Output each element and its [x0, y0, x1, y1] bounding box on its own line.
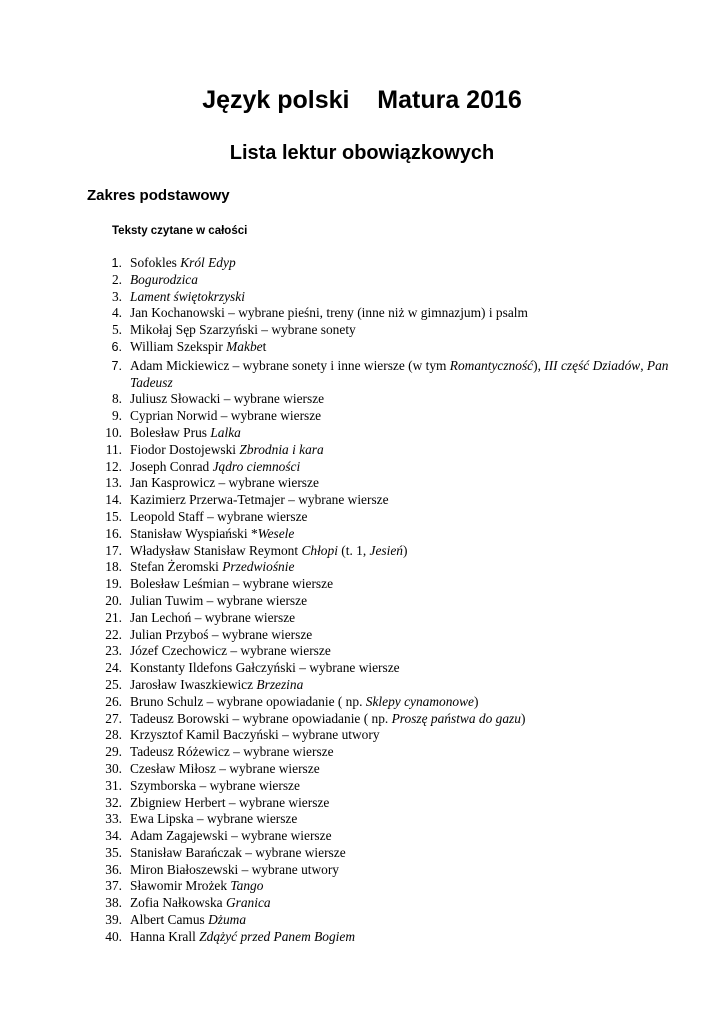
list-item-number: 40.	[105, 928, 122, 944]
list-item-title: Bogurodzica	[130, 271, 198, 287]
list-item	[0, 811, 670, 828]
list-item-text: Mikołaj Sęp Szarzyński – wybrane sonety	[130, 322, 356, 338]
list-item-title: Proszę państwa do gazu	[391, 710, 521, 726]
list-item	[0, 289, 670, 306]
list-item	[0, 929, 670, 946]
list-item	[0, 627, 670, 644]
list-item	[0, 778, 670, 795]
list-item-number: 38.	[105, 895, 122, 911]
list-item-number: 4.	[111, 305, 122, 321]
list-item-text: Czesław Miłosz – wybrane wiersze	[130, 760, 320, 776]
list-item-text: )	[473, 693, 479, 709]
list-item-number: 37.	[105, 878, 122, 894]
list-item-text: (t. 1,	[337, 542, 370, 558]
list-item	[0, 425, 670, 442]
list-item-title: Dżuma	[208, 912, 247, 928]
list-item-number: 12.	[105, 458, 122, 474]
list-item-title: Lament świętokrzyski	[130, 288, 245, 304]
list-item-text: Władysław Stanisław Reymont	[130, 542, 302, 558]
list-item-title: Tango	[230, 878, 264, 894]
list-item-title: III część Dziadów	[544, 357, 641, 373]
list-item-number: 26.	[105, 693, 122, 709]
list-item-text: Jan Kasprowicz – wybrane wiersze	[130, 475, 319, 491]
list-item-number: 22.	[105, 626, 122, 642]
list-item-number: 8.	[111, 391, 122, 407]
list-item	[0, 711, 670, 728]
list-item-title: Jądro ciemności	[212, 458, 301, 474]
list-item-text: Cyprian Norwid – wybrane wiersze	[130, 408, 322, 424]
list-item-number: 15.	[105, 508, 122, 524]
list-item-text: Jan Kochanowski – wybrane pieśni, treny (inne niż w gimnazjum) i psalm	[130, 305, 528, 321]
list-item	[0, 272, 670, 289]
document-title: Język polski Matura 2016	[202, 86, 522, 114]
list-item	[0, 643, 670, 660]
list-item	[0, 339, 670, 356]
list-item	[0, 895, 670, 912]
list-item-number: 24.	[105, 660, 122, 676]
list-item-text: Miron Białoszewski – wybrane utwory	[130, 861, 340, 877]
subsection-heading: Teksty czytane w całości	[112, 225, 248, 237]
list-item	[0, 408, 670, 425]
list-item-text: Adam Mickiewicz – wybrane sonety i inne wiersze (w tym	[130, 357, 450, 373]
list-item-text: Tadeusz Różewicz – wybrane wiersze	[130, 744, 334, 760]
list-item-title: Chłopi	[301, 542, 338, 558]
list-item-text: Ewa Lipska – wybrane wiersze	[130, 811, 298, 827]
list-item	[0, 576, 670, 593]
list-item	[0, 509, 670, 526]
list-item-title: Sklepy cynamonowe	[365, 693, 474, 709]
list-item	[0, 862, 670, 879]
list-item	[0, 610, 670, 627]
list-item-title: Jesień	[369, 542, 404, 558]
list-item-number: 30.	[105, 760, 122, 776]
list-item-text: ,	[640, 357, 647, 373]
list-item-text: Julian Przyboś – wybrane wiersze	[130, 626, 313, 642]
list-item	[0, 442, 670, 459]
list-item-text: Stanisław Barańczak – wybrane wiersze	[130, 844, 346, 860]
list-item-text: )	[403, 542, 408, 558]
list-item-text: Szymborska – wybrane wiersze	[130, 777, 300, 793]
list-item	[0, 761, 670, 778]
list-item	[0, 459, 670, 476]
list-item-number: 28.	[105, 727, 122, 743]
list-item	[0, 694, 670, 711]
list-item-title: Makbe	[226, 338, 263, 354]
list-item-number: 39.	[105, 912, 122, 928]
list-item	[0, 475, 670, 492]
list-item-text: Zofia Nałkowska	[130, 895, 226, 911]
list-item-title: Brzezina	[256, 676, 304, 692]
list-item-text: Fiodor Dostojewski	[130, 441, 240, 457]
list-item-title: Zbrodnia i kara	[239, 441, 324, 457]
list-item-number: 36.	[105, 861, 122, 877]
list-item-number: 31.	[105, 777, 122, 793]
list-item-text: Józef Czechowicz – wybrane wiersze	[130, 643, 331, 659]
list-item	[0, 912, 670, 929]
section-heading: Zakres podstawowy	[87, 187, 230, 204]
list-item-number: 1.	[111, 256, 122, 270]
list-item	[0, 660, 670, 677]
list-item	[0, 795, 670, 812]
list-item-number: 27.	[105, 710, 122, 726]
list-item-text: Sofokles	[130, 255, 181, 270]
list-item	[0, 526, 670, 543]
list-item	[0, 828, 670, 845]
list-item	[0, 677, 670, 694]
list-item-text: Kazimierz Przerwa-Tetmajer – wybrane wiersze	[130, 492, 389, 508]
list-item-text: Bolesław Prus	[130, 424, 211, 440]
list-item-number: 35.	[105, 844, 122, 860]
list-item-text: Joseph Conrad	[130, 458, 213, 474]
list-item	[0, 358, 670, 392]
list-item-title: Król Edyp	[180, 255, 236, 270]
list-item-text: Adam Zagajewski – wybrane wiersze	[130, 828, 332, 844]
list-item-text: ),	[533, 357, 545, 373]
list-item	[0, 559, 670, 576]
list-item-title: Zdążyć przed Panem Bogiem	[199, 928, 355, 944]
list-item-number: 33.	[105, 811, 122, 827]
list-item	[0, 878, 670, 895]
document-subtitle: Lista lektur obowiązkowych	[229, 142, 495, 164]
list-item-title: Przedwiośnie	[222, 559, 295, 575]
list-item-number: 20.	[105, 592, 122, 608]
list-item-number: 18.	[105, 559, 122, 575]
list-item-number: 19.	[105, 576, 122, 592]
list-item	[0, 845, 670, 862]
list-item-text: Sławomir Mrożek	[130, 878, 231, 894]
list-item-number: 13.	[105, 475, 122, 491]
list-item-title: Wesele	[257, 525, 295, 541]
list-item	[0, 744, 670, 761]
list-item	[0, 593, 670, 610]
list-item-number: 6.	[111, 339, 122, 354]
list-item-title: Lalka	[210, 424, 241, 440]
list-item-text: Leopold Staff – wybrane wiersze	[130, 508, 308, 524]
list-item-number: 32.	[105, 794, 122, 810]
list-item-title: Pan Tadeusz	[130, 357, 669, 390]
list-item-text: Tadeusz Borowski – wybrane opowiadanie ( np.	[130, 710, 392, 726]
list-item-title: Romantyczność	[449, 357, 534, 373]
list-item-text: Hanna Krall	[130, 928, 200, 944]
list-item-number: 29.	[105, 744, 122, 760]
list-item-number: 17.	[105, 542, 122, 558]
list-item-number: 5.	[111, 322, 122, 338]
list-item-number: 10.	[105, 424, 122, 440]
list-item-number: 7.	[111, 358, 122, 373]
list-item-number: 25.	[105, 676, 122, 692]
list-item-title: Granica	[225, 895, 271, 911]
list-item	[0, 322, 670, 339]
list-item-text: Jarosław Iwaszkiewicz	[130, 676, 257, 692]
list-item	[0, 305, 670, 322]
list-item	[0, 492, 670, 509]
list-item-text: Juliusz Słowacki – wybrane wiersze	[130, 391, 325, 407]
list-item	[0, 727, 670, 744]
list-item-text: Zbigniew Herbert – wybrane wiersze	[130, 794, 330, 810]
list-item-number: 9.	[111, 408, 122, 424]
list-item-text: Krzysztof Kamil Baczyński – wybrane utwory	[130, 727, 380, 743]
list-item-text: Jan Lechoń – wybrane wiersze	[130, 609, 296, 625]
list-item-number: 11.	[105, 441, 122, 457]
list-item-number: 14.	[105, 492, 122, 508]
list-item-text: Stanisław Wyspiański *	[130, 525, 258, 541]
list-item-text: t	[262, 338, 267, 354]
list-item	[0, 391, 670, 408]
list-item-number: 3.	[111, 288, 122, 304]
list-item-text: Albert Camus	[130, 912, 209, 928]
list-item-number: 23.	[105, 643, 122, 659]
list-item-number: 2.	[111, 271, 122, 287]
list-item-text: Julian Tuwim – wybrane wiersze	[130, 592, 308, 608]
list-item-number: 21.	[105, 609, 122, 625]
list-item	[0, 543, 670, 560]
list-item-text: )	[520, 710, 526, 726]
list-item	[0, 255, 670, 272]
list-item-text: Konstanty Ildefons Gałczyński – wybrane wiersze	[130, 660, 400, 676]
list-item-number: 16.	[105, 525, 122, 541]
list-item-text: Bolesław Leśmian – wybrane wiersze	[130, 576, 334, 592]
reading-list	[0, 255, 670, 946]
list-item-text: William Szekspir	[130, 338, 227, 354]
list-item-text: Stefan Żeromski	[130, 559, 223, 575]
list-item-text: Bruno Schulz – wybrane opowiadanie ( np.	[130, 693, 366, 709]
list-item-number: 34.	[105, 828, 122, 844]
